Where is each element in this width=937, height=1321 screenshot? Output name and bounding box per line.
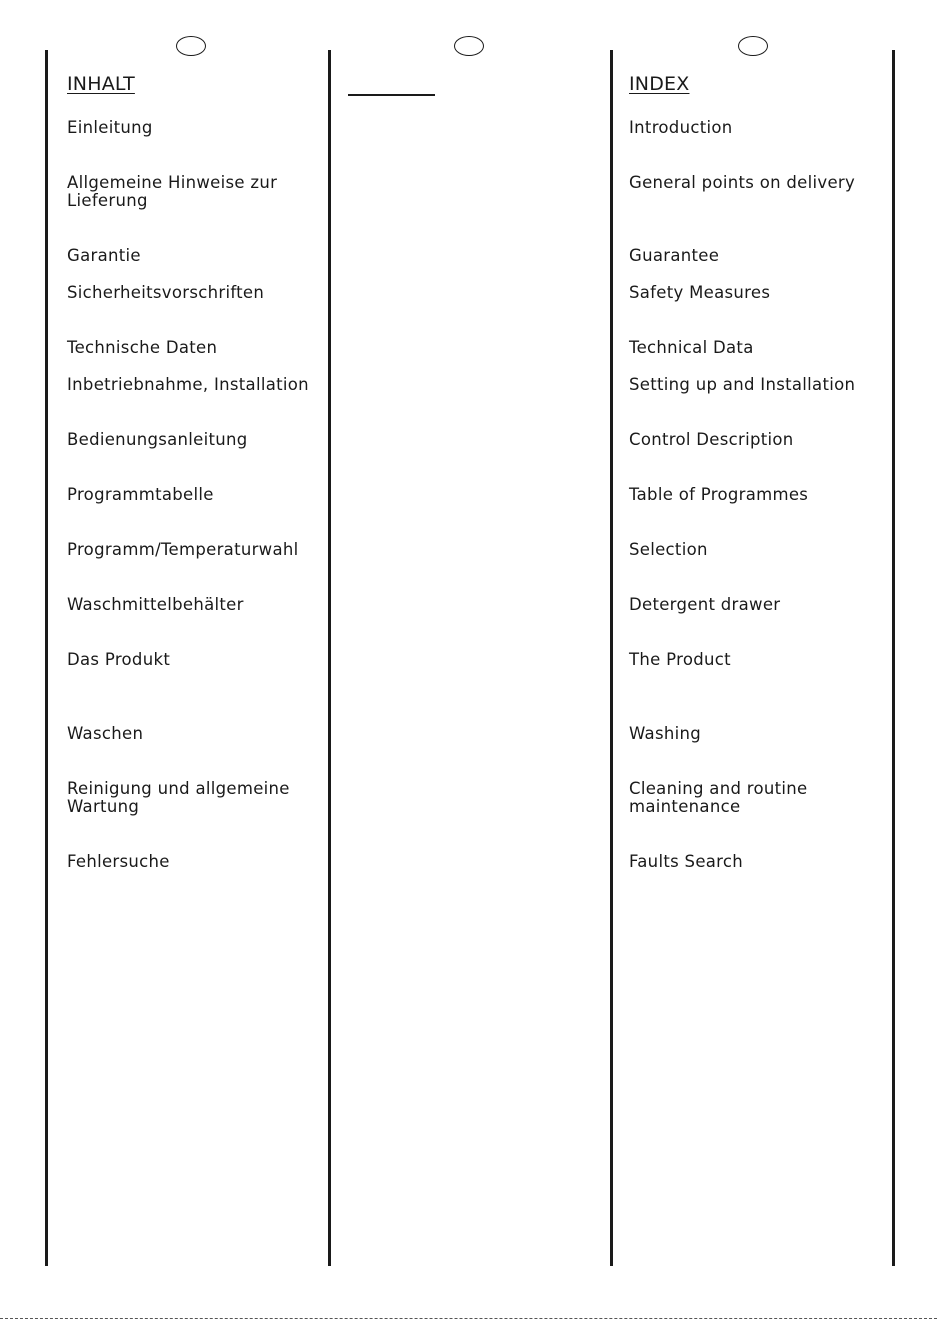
german-entry-delivery: Allgemeine Hinweise zur Lieferung: [67, 173, 278, 210]
german-entry-washing: Waschen: [67, 724, 144, 743]
column-rule-left: [45, 50, 48, 1266]
english-entry-washing: Washing: [629, 724, 702, 743]
english-entry-technical-data: Technical Data: [629, 338, 754, 357]
german-entry-detergent-drawer: Waschmittelbehälter: [67, 595, 244, 614]
german-entry-faults: Fehlersuche: [67, 852, 170, 871]
german-entry-programme-table: Programmtabelle: [67, 485, 214, 504]
german-entry-installation: Inbetriebnahme, Installation: [67, 375, 309, 394]
english-entry-controls: Control Description: [629, 430, 794, 449]
bottom-dashed-border: [0, 1318, 937, 1319]
english-entry-guarantee: Guarantee: [629, 246, 720, 265]
english-entry-selection: Selection: [629, 540, 708, 559]
german-entry-safety: Sicherheitsvorschriften: [67, 283, 265, 302]
column-rule-right: [892, 50, 895, 1266]
english-entry-faults: Faults Search: [629, 852, 744, 871]
column-rule-center-right: [610, 50, 613, 1266]
english-entry-safety: Safety Measures: [629, 283, 771, 302]
language-oval-icon-right: [738, 36, 768, 56]
column-rule-center-left: [328, 50, 331, 1266]
german-entry-product: Das Produkt: [67, 650, 171, 669]
german-index-heading: INHALT: [67, 73, 135, 95]
english-entry-programme-table: Table of Programmes: [629, 485, 809, 504]
german-entry-selection: Programm/Temperaturwahl: [67, 540, 299, 559]
german-entry-controls: Bedienungsanleitung: [67, 430, 248, 449]
german-entry-introduction: Einleitung: [67, 118, 153, 137]
german-entry-technical-data: Technische Daten: [67, 338, 218, 357]
language-oval-icon-middle: [454, 36, 484, 56]
blank-index-heading-line: [348, 94, 435, 96]
english-entry-maintenance: Cleaning and routine maintenance: [629, 779, 808, 816]
english-entry-delivery: General points on delivery: [629, 173, 856, 192]
german-entry-guarantee: Garantie: [67, 246, 141, 265]
english-entry-installation: Setting up and Installation: [629, 375, 856, 394]
language-oval-icon-left: [176, 36, 206, 56]
german-entry-maintenance: Reinigung und allgemeine Wartung: [67, 779, 290, 816]
english-entry-detergent-drawer: Detergent drawer: [629, 595, 781, 614]
english-index-heading: INDEX: [629, 73, 690, 95]
english-entry-introduction: Introduction: [629, 118, 733, 137]
english-entry-product: The Product: [629, 650, 731, 669]
